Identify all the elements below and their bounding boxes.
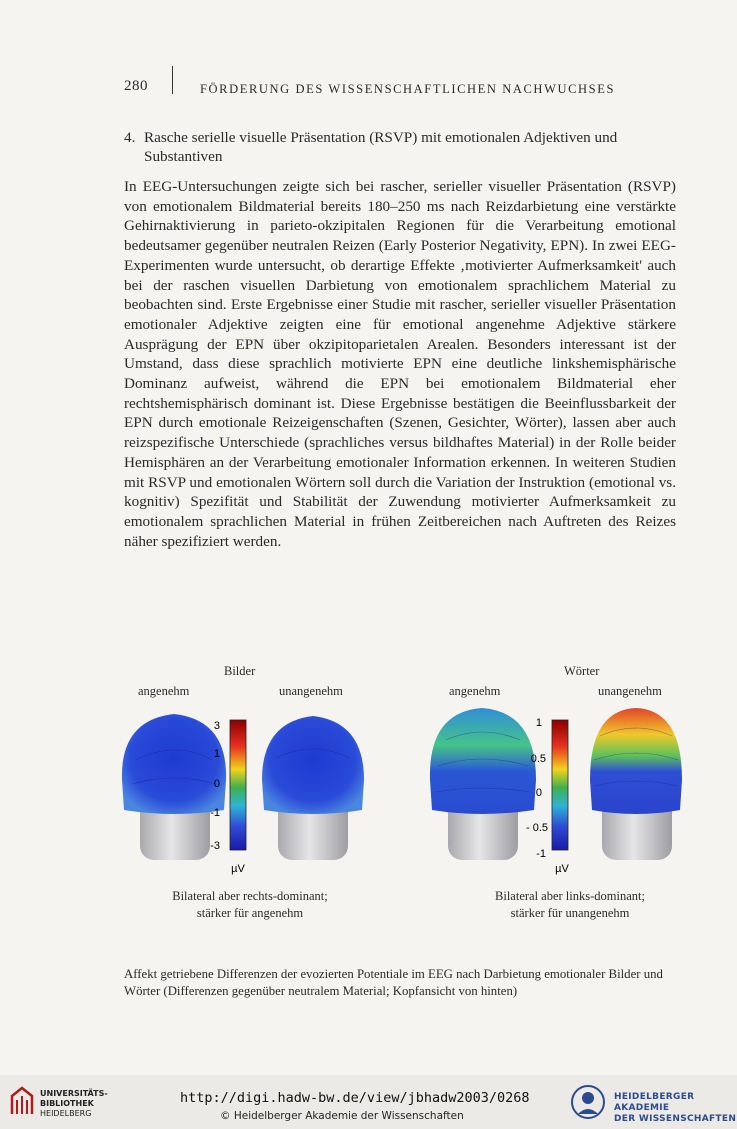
head-label-bilder-unangenehm: unangenehm — [279, 684, 343, 698]
scale-tick-woerter-5: -1 — [536, 848, 546, 860]
section-heading — [124, 128, 676, 166]
academy-seal-icon — [570, 1084, 606, 1120]
color-scale-bilder — [230, 720, 246, 850]
library-name-line2: BIBLIOTHEK — [40, 1099, 94, 1108]
university-library-logo-icon — [9, 1086, 35, 1116]
library-name — [40, 1089, 108, 1119]
subcaption-woerter — [450, 888, 690, 922]
scale-tick-bilder-2: 1 — [213, 748, 220, 760]
scale-unit-woerter: µV — [555, 863, 569, 875]
scale-tick-woerter-3: 0 — [535, 787, 542, 799]
body-paragraph: In EEG-Untersuchungen zeigte sich bei rascher, serieller visueller Präsentation (RSVP) von emotionalem Bildmaterial bereits 180–250 ms nach Reizdarbietung eine verstärkte Gehirnaktivierung in parieto-okzipitalen Regionen für die Verarbeitung emotional bedeutsamer gegenüber neutralen Reizen (Early Posterior Negativity, EPN). In zwei EEG-Experimenten wurde untersucht, ob derartige Effekte ‚motivierter Aufmerksamkeit' auch bei der raschen visuellen Darbietung von emotionalem sprachlichem Material zu beobachten sind. Erste Ergebnisse einer Studie mit rascher, serieller visueller Präsentation emotionaler Adjektive zeigten eine für emotional angenehme Adjektive stärkere Ausprägung der EPN über okzipitoparietalen Arealen. Besonders interessant ist der Umstand, dass diese sprachlich motivierte EPN eine deutliche linkshemisphärische Dominanz aufweist, während die EPN bei emotionalem Bildmaterial eher rechtshemisphärisch dominant ist. Diese Ergebnisse bestätigen die Beeinflussbarkeit der EPN durch emotionale Reizeigenschaften (Szenen, Gesichter, Wörter), lassen aber auch reizspezifische Unterschiede (sprachliches versus bildhaftes Material) in der Rolle beider Hemisphären an der Verarbeitung emotionaler Information erkennen. In weiteren Studien mit RSVP und emotionalen Wörtern soll durch die Variation der Instruktion (emotional vs. kognitiv) Spezifität und Stabilität der Zuwendung motivierter Aufmerksamkeit zu emotionalem sprachlichen Material in frühen Zeitbereichen nach Auftreten des Reizes näher spezifiziert werden. — [124, 178, 676, 550]
head-label-woerter-unangenehm: unangenehm — [598, 684, 662, 698]
subcaption-bilder-line1: Bilateral aber rechts-dominant; — [172, 889, 328, 903]
header-divider — [172, 66, 173, 94]
library-city: HEIDELBERG — [40, 1109, 92, 1118]
footer-bar — [0, 1075, 737, 1129]
section-title: Rasche serielle visuelle Präsentation (RSVP) mit emotionalen Adjektiven und Substantiven — [144, 129, 618, 165]
panel-title-bilder: Bilder — [224, 664, 256, 678]
subcaption-woerter-line2: stärker für unangenehm — [510, 906, 630, 920]
head-bilder-unangenehm — [262, 716, 364, 860]
head-label-bilder-angenehm: angenehm — [138, 684, 190, 698]
scale-tick-woerter-4: - 0.5 — [525, 822, 548, 834]
figure-caption: Affekt getriebene Differenzen der evozierten Potentiale im EEG nach Darbietung emotionaler Bilder und Wörter (Differenzen gegenüber neutralem Material; Kopfansicht von hinten) — [124, 967, 663, 998]
head-label-woerter-angenehm: angenehm — [449, 684, 501, 698]
academy-name-line1: HEIDELBERGER AKADEMIE — [614, 1092, 695, 1113]
subcaption-bilder — [130, 888, 370, 922]
page-url-link[interactable]: http://digi.hadw-bw.de/view/jbhadw2003/0268 — [180, 1090, 530, 1106]
head-bilder-angenehm — [122, 714, 226, 860]
scale-tick-bilder-5: -3 — [210, 840, 220, 852]
subcaption-woerter-line1: Bilateral aber links-dominant; — [495, 889, 645, 903]
running-title: FÖRDERUNG DES WISSENSCHAFTLICHEN NACHWUCHSES — [200, 82, 615, 96]
scale-tick-woerter-2: 0.5 — [530, 753, 546, 765]
page-number: 280 — [124, 78, 148, 94]
subcaption-bilder-line2: stärker für angenehm — [196, 906, 304, 920]
scale-tick-woerter-1: 1 — [535, 717, 542, 729]
panel-title-woerter: Wörter — [564, 664, 600, 678]
academy-name-line2: DER WISSENSCHAFTEN — [614, 1114, 737, 1124]
topography-maps — [116, 700, 696, 910]
head-woerter-unangenehm — [590, 708, 682, 860]
section-number: 4. — [124, 129, 136, 146]
color-scale-woerter — [552, 720, 568, 850]
scale-unit-bilder: µV — [231, 863, 245, 875]
head-woerter-angenehm — [430, 708, 536, 860]
scale-tick-bilder-4: -1 — [210, 807, 220, 819]
library-name-line1: UNIVERSITÄTS- — [40, 1089, 108, 1098]
scale-tick-bilder-3: 0 — [213, 778, 220, 790]
academy-name — [614, 1092, 737, 1125]
eeg-figure — [116, 660, 696, 920]
scale-tick-bilder-1: 3 — [213, 720, 220, 732]
copyright-notice: © Heidelberger Akademie der Wissenschaften — [220, 1110, 464, 1122]
